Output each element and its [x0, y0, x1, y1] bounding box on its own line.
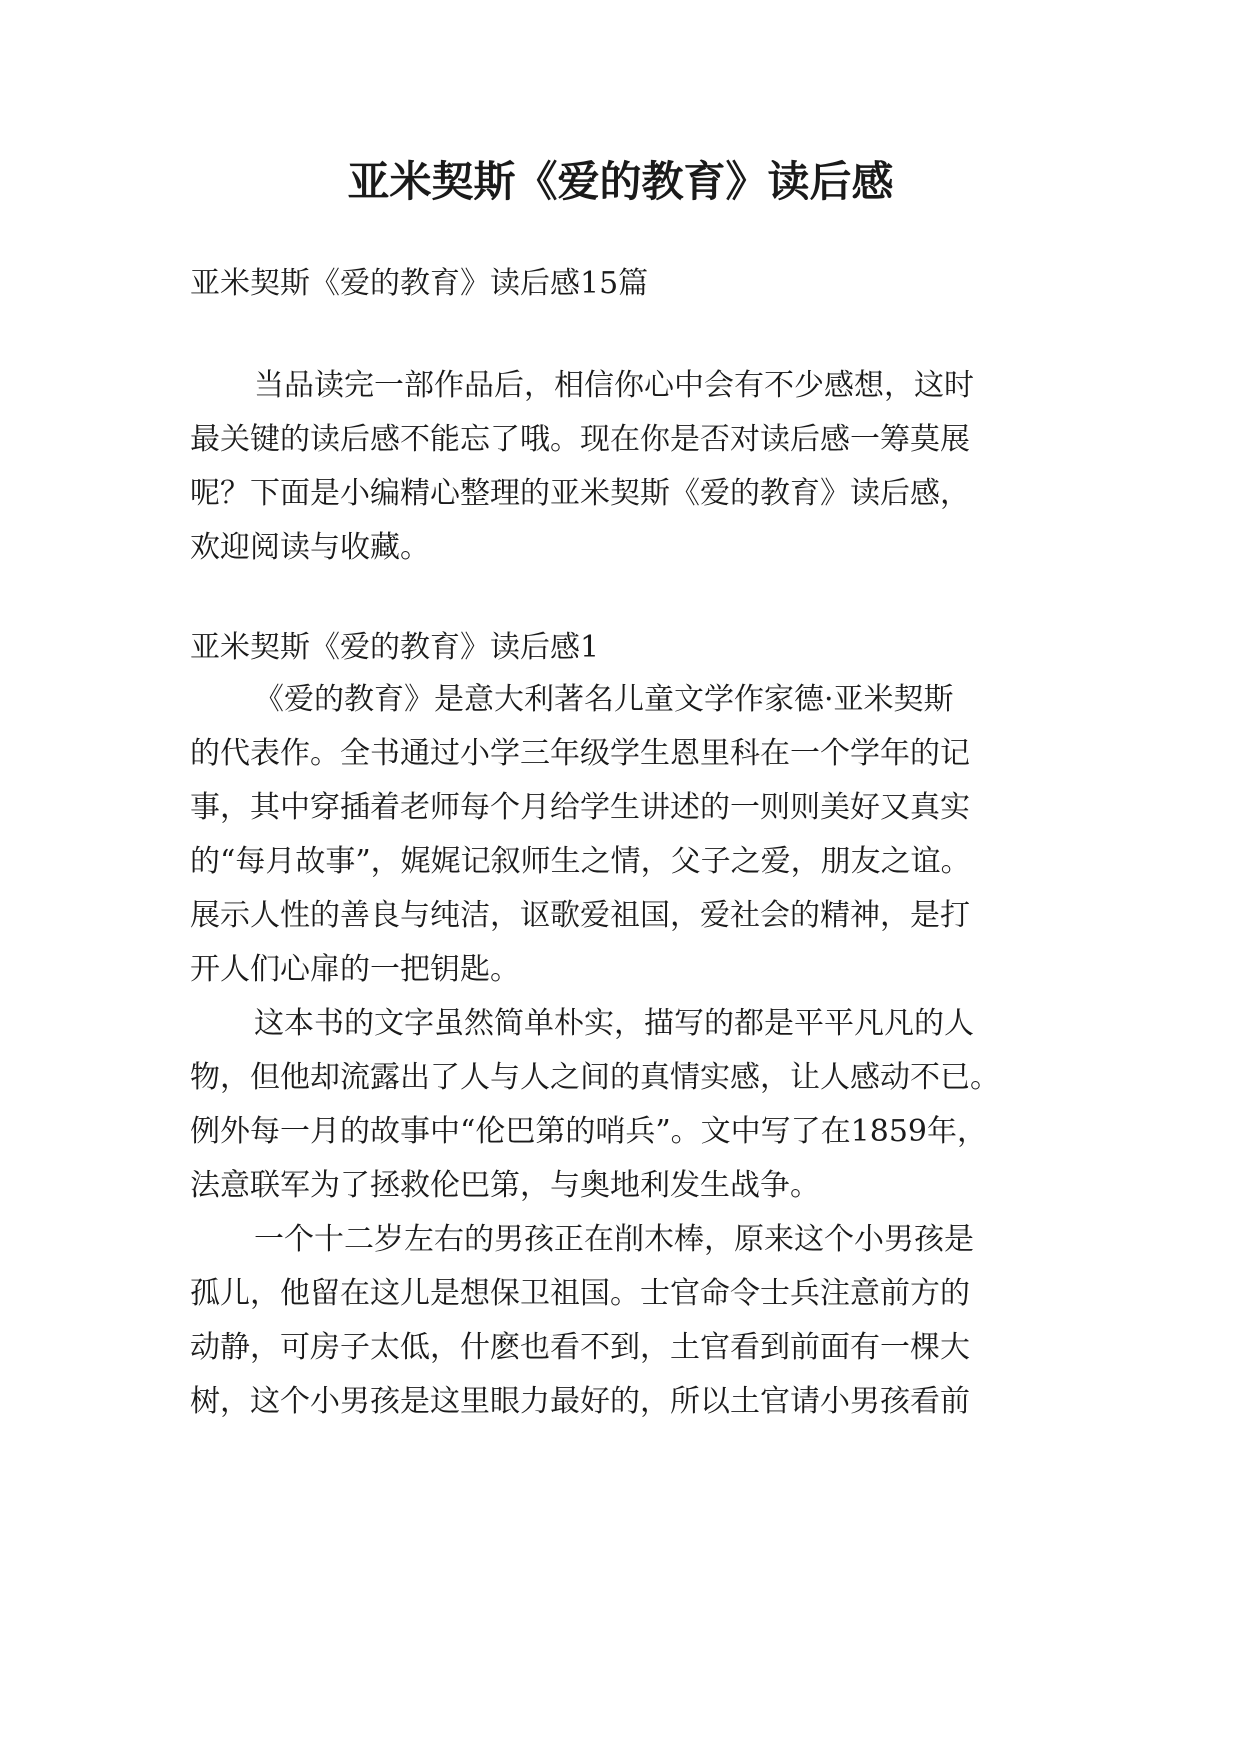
paragraph-line: 树，这个小男孩是这里眼力最好的，所以土官请小男孩看前 — [190, 1384, 970, 1419]
paragraph-line: 例外每一月的故事中“伦巴第的哨兵”。文中写了在1859年， — [190, 1114, 988, 1149]
intro-line: 欢迎阅读与收藏。 — [190, 530, 430, 565]
paragraph-line: 的“每月故事”，娓娓记叙师生之情，父子之爱，朋友之谊。 — [190, 844, 971, 879]
paragraph-line: 事，其中穿插着老师每个月给学生讲述的一则则美好又真实 — [190, 790, 970, 825]
section-heading: 亚米契斯《爱的教育》读后感1 — [190, 630, 600, 665]
paragraph-line: 这本书的文字虽然简单朴实，描写的都是平平凡凡的人 — [254, 1006, 974, 1041]
paragraph-line: 开人们心扉的一把钥匙。 — [190, 952, 520, 987]
intro-line: 呢？下面是小编精心整理的亚米契斯《爱的教育》读后感， — [190, 476, 970, 511]
paragraph-line: 物，但他却流露出了人与人之间的真情实感，让人感动不已。 — [190, 1060, 1000, 1095]
intro-line: 当品读完一部作品后，相信你心中会有不少感想，这时 — [254, 368, 974, 403]
document-title: 亚米契斯《爱的教育》读后感 — [347, 157, 894, 206]
paragraph-line: 展示人性的善良与纯洁，讴歌爱祖国，爱社会的精神，是打 — [190, 898, 970, 933]
paragraph-line: 法意联军为了拯救伦巴第，与奥地利发生战争。 — [190, 1168, 820, 1203]
paragraph-line: 一个十二岁左右的男孩正在削木棒，原来这个小男孩是 — [254, 1222, 974, 1257]
paragraph-line: 孤儿，他留在这儿是想保卫祖国。士官命令士兵注意前方的 — [190, 1276, 970, 1311]
paragraph-line: 动静，可房子太低，什麽也看不到，土官看到前面有一棵大 — [190, 1330, 970, 1365]
document-subtitle: 亚米契斯《爱的教育》读后感15篇 — [190, 266, 649, 301]
intro-line: 最关键的读后感不能忘了哦。现在你是否对读后感一筹莫展 — [190, 422, 970, 457]
paragraph-line: 《爱的教育》是意大利著名儿童文学作家德·亚米契斯 — [254, 682, 954, 717]
paragraph-line: 的代表作。全书通过小学三年级学生恩里科在一个学年的记 — [190, 736, 970, 771]
